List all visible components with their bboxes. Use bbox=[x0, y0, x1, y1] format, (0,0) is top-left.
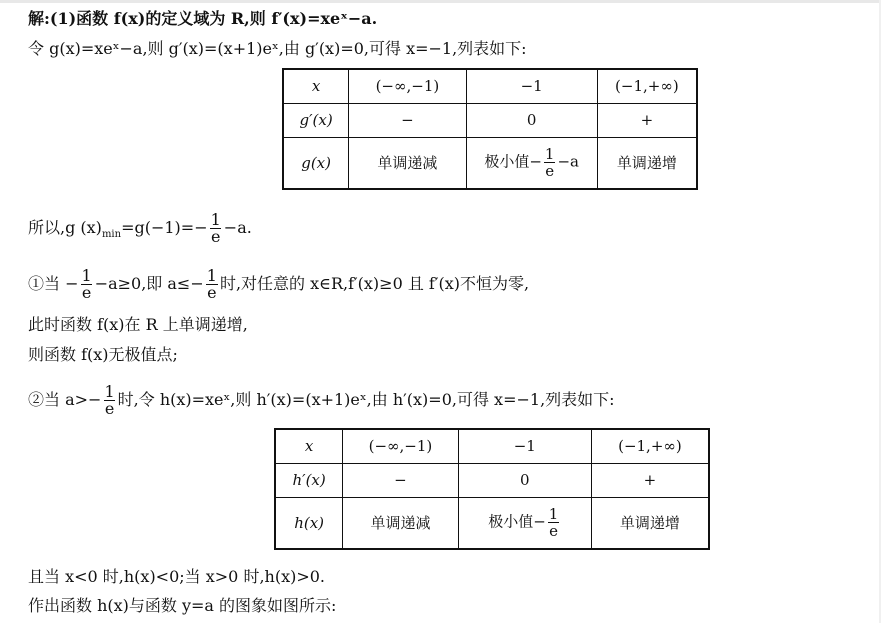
table-cell: (−∞,−1) bbox=[349, 69, 466, 103]
table-cell: h(x) bbox=[275, 497, 343, 549]
fraction-denominator: e bbox=[210, 227, 221, 246]
table-cell: 单调递增 bbox=[591, 497, 709, 549]
solution-line-4 bbox=[28, 268, 529, 301]
table-cell: 单调递减 bbox=[343, 497, 458, 549]
line-4-part: ①当 − bbox=[28, 274, 79, 293]
line-4-part: 时,对任意的 x∈R,f′(x)≥0 且 f′(x)不恒为零, bbox=[219, 274, 530, 293]
fraction-numerator: 1 bbox=[548, 505, 559, 524]
line-4-part: −a≥0,即 a≤− bbox=[94, 274, 204, 293]
solution-line-9 bbox=[28, 595, 336, 617]
table-cell: 单调递增 bbox=[597, 137, 697, 189]
fraction-denominator: e bbox=[81, 283, 92, 302]
line-3-sub: min bbox=[101, 229, 122, 241]
line-8-text: 且当 x<0 时,h(x)<0;当 x>0 时,h(x)>0. bbox=[28, 567, 326, 586]
solution-line-1 bbox=[28, 8, 377, 30]
fraction-denominator: e bbox=[545, 162, 555, 181]
line-5-text: 此时函数 f(x)在 R 上单调递增, bbox=[28, 315, 248, 334]
table-cell: 0 bbox=[458, 463, 591, 497]
fraction bbox=[548, 506, 560, 539]
fraction-denominator: e bbox=[549, 522, 558, 541]
table-row bbox=[283, 137, 697, 189]
line-7-part: 时,令 h(x)=xeˣ,则 h′(x)=(x+1)eˣ,由 h′(x)=0,可得 x=−1,列表如下: bbox=[117, 390, 615, 409]
solution-line-6 bbox=[28, 344, 178, 366]
solution-line-1-text: 解:(1)函数 f(x)的定义域为 R,则 f′(x)=xeˣ−a. bbox=[28, 9, 378, 28]
table-cell: (−1,+∞) bbox=[591, 429, 709, 463]
table-cell: x bbox=[275, 429, 343, 463]
table-cell: (−1,+∞) bbox=[597, 69, 697, 103]
top-edge bbox=[0, 0, 881, 3]
fraction bbox=[81, 268, 93, 301]
line-3-part: −a. bbox=[223, 218, 252, 237]
fraction-denominator: e bbox=[104, 399, 115, 418]
table-row bbox=[283, 103, 697, 137]
fraction bbox=[544, 146, 556, 179]
solution-line-2-text: 令 g(x)=xeˣ−a,则 g′(x)=(x+1)eˣ,由 g′(x)=0,可得 x=−1,列表如下: bbox=[28, 39, 527, 58]
fraction bbox=[103, 384, 115, 417]
table-cell: + bbox=[597, 103, 697, 137]
min-suffix: −a bbox=[557, 152, 579, 171]
table-cell: 0 bbox=[466, 103, 597, 137]
table-cell: x bbox=[283, 69, 349, 103]
table-cell: + bbox=[591, 463, 709, 497]
fraction-numerator: 1 bbox=[210, 210, 221, 229]
min-label: 极小值− bbox=[484, 152, 542, 171]
table-cell-min bbox=[458, 497, 591, 549]
table-cell: − bbox=[349, 103, 466, 137]
line-3-part: =g(−1)=− bbox=[121, 218, 208, 237]
table-row bbox=[283, 69, 697, 103]
solution-line-3 bbox=[28, 212, 252, 246]
line-3-part: 所以,g (x) bbox=[28, 218, 102, 237]
table-cell: g(x) bbox=[283, 137, 349, 189]
line-9-text: 作出函数 h(x)与函数 y=a 的图象如图所示: bbox=[28, 596, 337, 615]
fraction-numerator: 1 bbox=[206, 266, 217, 285]
fraction-numerator: 1 bbox=[81, 266, 92, 285]
table-row bbox=[275, 463, 709, 497]
fraction-numerator: 1 bbox=[544, 145, 555, 164]
min-label: 极小值− bbox=[488, 512, 546, 531]
table-cell: g′(x) bbox=[283, 103, 349, 137]
table-cell-min bbox=[466, 137, 597, 189]
fraction bbox=[210, 212, 222, 245]
table-cell: h′(x) bbox=[275, 463, 343, 497]
table-cell: (−∞,−1) bbox=[343, 429, 458, 463]
table-h bbox=[274, 428, 710, 550]
solution-line-2 bbox=[28, 38, 527, 60]
table-cell: − bbox=[343, 463, 458, 497]
fraction-denominator: e bbox=[207, 283, 217, 302]
table-cell: −1 bbox=[466, 69, 597, 103]
solution-line-5 bbox=[28, 314, 248, 336]
fraction-numerator: 1 bbox=[104, 382, 115, 401]
solution-line-8 bbox=[28, 566, 325, 588]
table-row bbox=[275, 497, 709, 549]
table-row bbox=[275, 429, 709, 463]
solution-line-7 bbox=[28, 384, 615, 417]
table-g bbox=[282, 68, 698, 190]
fraction bbox=[206, 268, 218, 301]
table-cell: 单调递减 bbox=[349, 137, 466, 189]
line-6-text: 则函数 f(x)无极值点; bbox=[28, 345, 178, 364]
table-cell: −1 bbox=[458, 429, 591, 463]
line-7-part: ②当 a>− bbox=[28, 390, 102, 409]
